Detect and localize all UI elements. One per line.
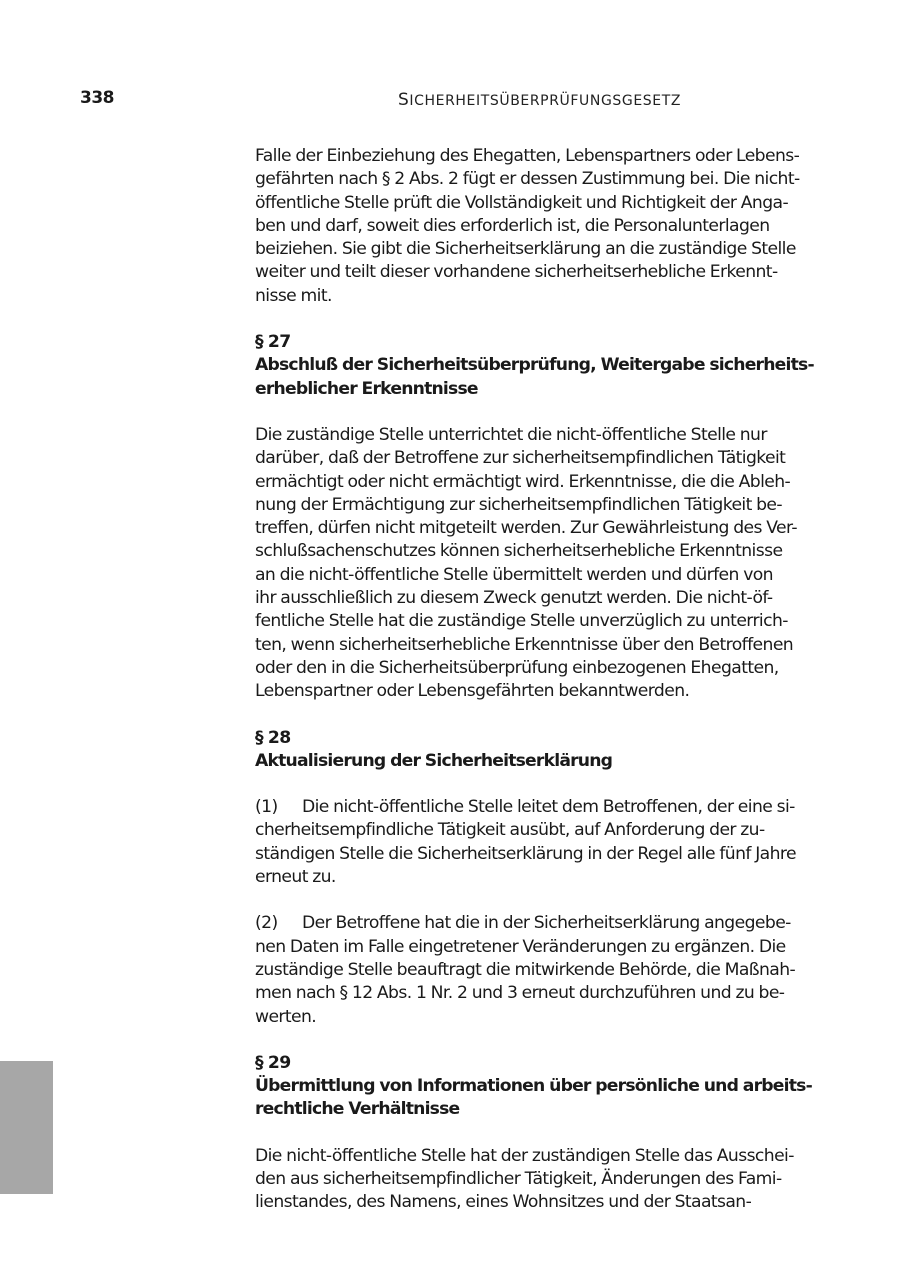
page-content [255,145,815,1215]
section-28-para-1-line: ständigen Stelle die Sicherheitserklärung in der Regel alle fünf Jahre [255,843,796,864]
section-29-number: § 29 [255,1052,291,1073]
intro-line: öffentliche Stelle prüft die Vollständigkeit und Richtigkeit der Anga- [255,192,789,213]
paragraph-number: (2) [255,913,278,934]
section-27-title-line: erheblicher Erkenntnisse [255,378,478,399]
running-header: SICHERHEITSÜBERPRÜFUNGSGESETZ [398,90,682,110]
intro-line: weiter und teilt dieser vorhandene sicherheitserhebliche Erkennt- [255,262,778,283]
intro-line: Falle der Einbeziehung des Ehegatten, Lebenspartners oder Lebens- [255,146,800,166]
section-28-para-1-line: cherheitsempfindliche Tätigkeit ausübt, auf Anforderung der zu- [255,820,765,841]
section-29-title-line: Übermittlung von Informationen über persönliche und arbeits- [255,1076,812,1097]
section-27-body-line: Lebenspartner oder Lebensgefährten bekanntwerden. [255,681,690,702]
paragraph-text: Der Betroffene hat die in der Sicherheitserklärung angegebe- [302,913,791,934]
section-27-body-line: nung der Ermächtigung zur sicherheitsempfindlichen Tätigkeit be- [255,494,782,515]
section-28-title-line: Aktualisierung der Sicherheitserklärung [255,750,613,771]
section-28-para-2-line: zuständige Stelle beauftragt die mitwirkende Behörde, die Maßnah- [255,959,796,980]
section-27-body-line: darüber, daß der Betroffene zur sicherheitsempfindlichen Tätigkeit [255,448,786,469]
section-27-body-line: ermächtigt oder nicht ermächtigt wird. Erkenntnisse, die die Ableh- [255,471,791,492]
intro-line: ben und darf, soweit dies erforderlich ist, die Personalunterlagen [255,215,770,236]
section-29-body-line: den aus sicherheitsempfindlicher Tätigkeit, Änderungen des Fami- [255,1168,782,1189]
section-28-para-2-first-line [255,912,815,935]
section-28-para-2-line: men nach § 12 Abs. 1 Nr. 2 und 3 erneut durchzuführen und zu be- [255,983,785,1004]
section-27-body-line: ihr ausschließlich zu diesem Zweck genutzt werden. Die nicht-öf- [255,588,773,609]
section-28-number: § 28 [255,727,291,748]
section-27-body-line: ten, wenn sicherheitserhebliche Erkenntnisse über den Betroffenen [255,634,794,655]
section-27-title-line: Abschluß der Sicherheitsüberprüfung, Weitergabe sicherheits- [255,355,814,376]
section-27-body-line: Die zuständige Stelle unterrichtet die nicht-öffentliche Stelle nur [255,424,767,445]
section-28-para-2-line: werten. [255,1006,317,1027]
section-28-para-1-first-line [255,796,815,819]
page-number: 338 [80,88,114,108]
paragraph-text: Die nicht-öffentliche Stelle leitet dem Betroffenen, der eine si- [302,797,795,818]
section-29-body-line: Die nicht-öffentliche Stelle hat der zuständigen Stelle das Ausschei- [255,1145,794,1166]
intro-line: nisse mit. [255,285,332,306]
section-27-number: § 27 [255,332,291,353]
section-29-title-line: rechtliche Verhältnisse [255,1099,460,1120]
section-27-body-line: an die nicht-öffentliche Stelle übermittelt werden und dürfen von [255,564,773,585]
section-27-body-line: schlußsachenschutzes können sicherheitserhebliche Erkenntnisse [255,541,783,562]
paragraph-number: (1) [255,797,278,818]
intro-line: beiziehen. Sie gibt die Sicherheitserklärung an die zuständige Stelle [255,239,796,260]
section-29-body-line: lienstandes, des Namens, eines Wohnsitzes und der Staatsan- [255,1192,752,1213]
chapter-side-tab [0,1061,53,1194]
section-27-body-line: oder den in die Sicherheitsüberprüfung einbezogenen Ehegatten, [255,657,779,678]
section-27-body-line: treffen, dürfen nicht mitgeteilt werden. Zur Gewährleistung des Ver- [255,518,797,539]
section-28-para-1-line: erneut zu. [255,867,336,888]
section-28-para-2-line: nen Daten im Falle eingetretener Veränderungen zu ergänzen. Die [255,936,786,957]
intro-line: gefährten nach § 2 Abs. 2 fügt er dessen Zustimmung bei. Die nicht- [255,169,800,190]
section-27-body-line: fentliche Stelle hat die zuständige Stelle unverzüglich zu unterrich- [255,611,788,632]
